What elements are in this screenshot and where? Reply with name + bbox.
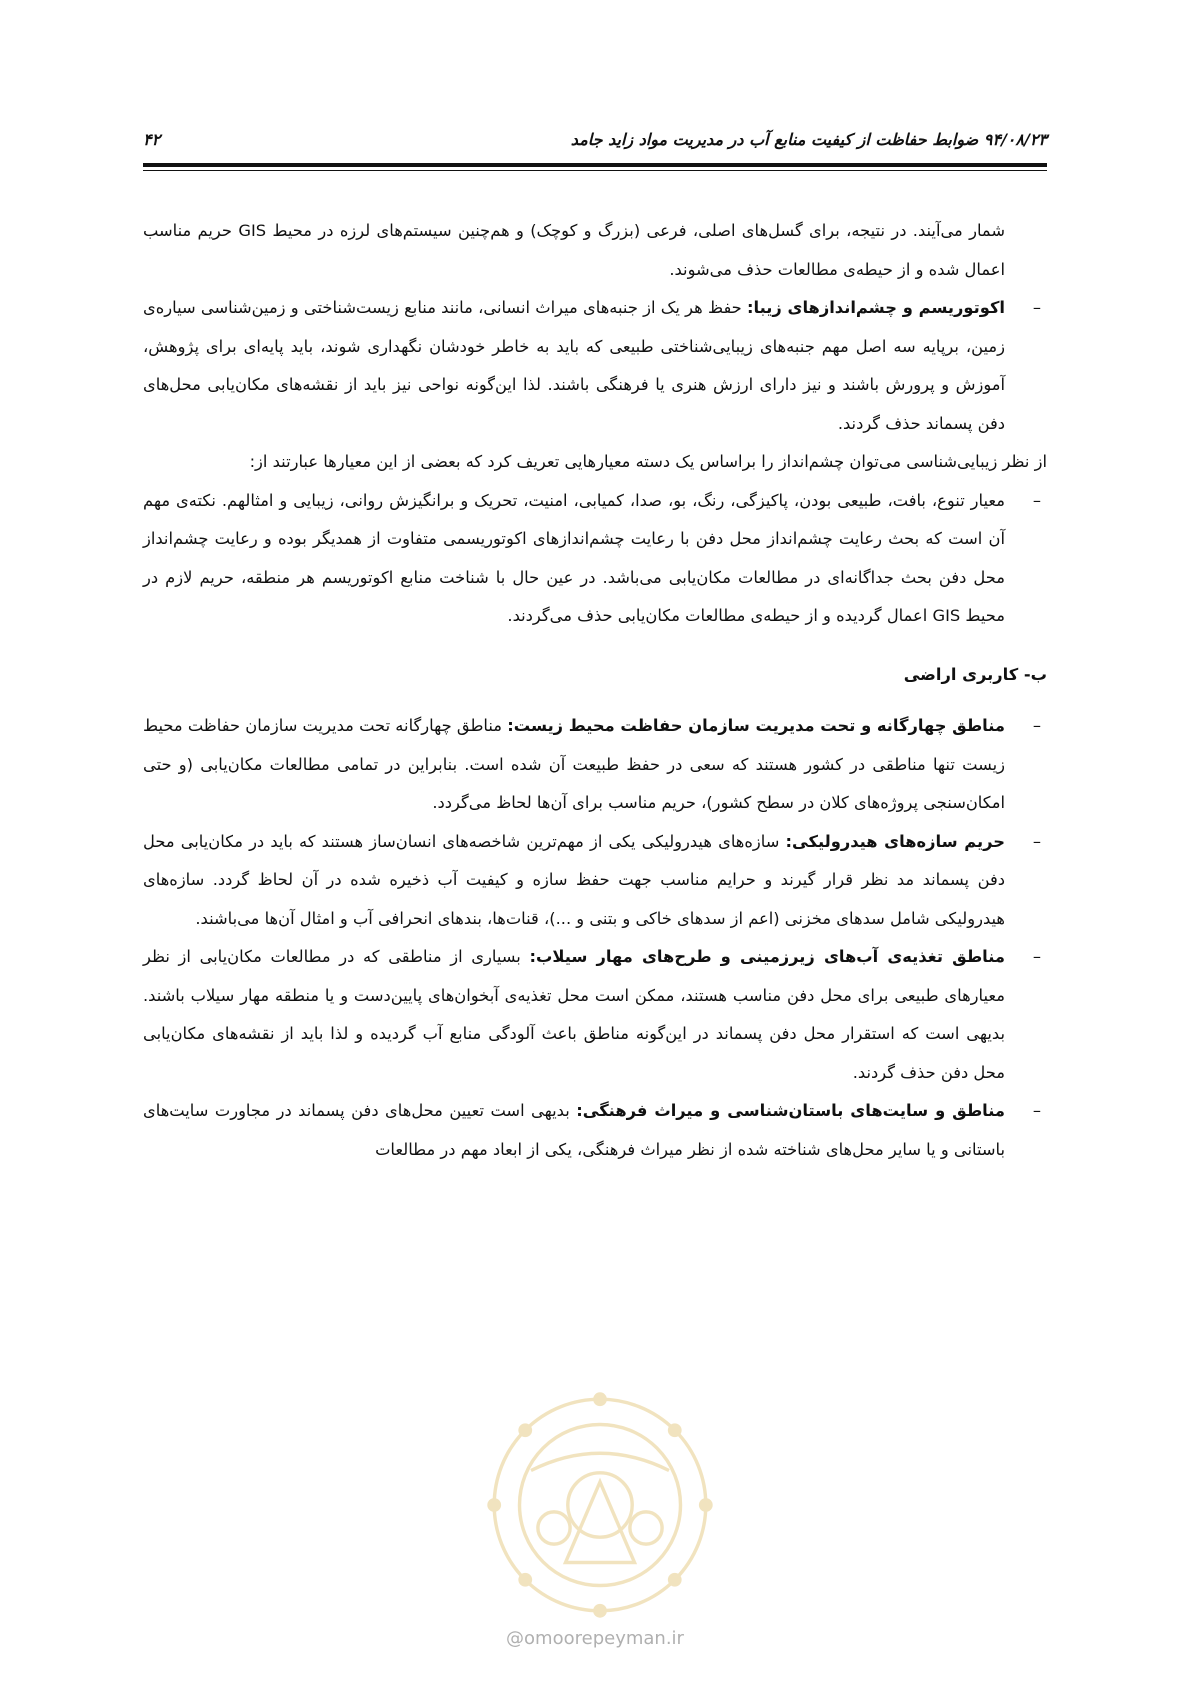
bullet-term: مناطق تغذیه‌ی آب‌های زیرزمینی و طرح‌های مهار سیلاب:	[529, 947, 1005, 966]
bullet-text: سازه‌های هیدرولیکی یکی از مهم‌ترین شاخصه‌های انسان‌ساز هستند که باید در مکان‌یابی محل دفن پسماند مد نظر قرار گیرند و حرایم مناسب جهت حفظ سازه و کیفیت آب ذخیره شده در آن لحاظ گردد. سازه‌های هیدرولیکی شامل سدهای مخزنی (اعم از سدهای خاکی و بتنی و ...)، قنات‌ها، بندهای انحرافی آب و امثال آن‌ها می‌باشند.	[143, 831, 1005, 928]
page-body	[143, 212, 1047, 1169]
section-heading: ب- کاربری اراضی	[903, 664, 1047, 684]
bullet-criteria	[143, 482, 1047, 636]
bullet-dash: –	[1032, 298, 1041, 317]
bullet-text: معیار تنوع، بافت، طبیعی بودن، پاکیزگی، رنگ، بو، صدا، کمیابی، امنیت، تحریک و برانگیزش روانی، زیبایی و امثالهم. نکته‌ی مهم آن است که بحث رعایت چشم‌انداز محل دفن با رعایت چشم‌اندازهای اکوتوریسمی متفاوت از همدیگر بوده و رعایت چشم‌انداز محل دفن بحث جداگانه‌ای در مطالعات مکان‌یابی می‌باشد. در عین حال با شناخت منابع اکوتوریسم هر منطقه، حریم لازم در محیط GIS اعمال گردیده و از حیطه‌ی مطالعات مکان‌یابی حذف می‌گردند.	[143, 490, 1005, 625]
bullet-text: مناطق چهارگانه تحت مدیریت سازمان حفاظت محیط زیست تنها مناطقی در کشور هستند که سعی در حفظ طبیعت آن شده است. بنابراین در تمامی مطالعات مکان‌یابی (و حتی امکان‌سنجی پروژه‌های کلان در سطح کشور)، حریم مناسب برای آن‌ها لحاظ می‌گردد.	[143, 716, 1005, 812]
bullet-dash: –	[1032, 490, 1041, 510]
bullet-term: مناطق و سایت‌های باستان‌شناسی و میراث فرهنگی:	[576, 1101, 1005, 1120]
bullet-item	[143, 938, 1047, 1092]
continuation-text: شمار می‌آیند. در نتیجه، برای گسل‌های اصلی، فرعی (بزرگ و کوچک) و هم‌چنین سیستم‌های لرزه در محیط GIS حریم مناسب اعمال شده و از حیطه‌ی مطالعات حذف می‌شوند.	[143, 221, 1005, 279]
header-rule-thick	[143, 163, 1047, 167]
bullet-item	[143, 707, 1047, 823]
bullet-term: اکوتوریسم و چشم‌اندازهای زیبا:	[747, 298, 1005, 317]
page-number: ۴۲	[143, 130, 161, 149]
bullet-dash: –	[1032, 1101, 1041, 1120]
bullet-text: حفظ هر یک از جنبه‌های میراث انسانی، مانند منابع زیست‌شناختی و زمین‌شناسی سیاره‌ی زمین، برپایه سه اصل مهم جنبه‌های زیبایی‌شناختی طبیعی که باید به خاطر خودشان نگهداری شوند، باید پایه‌ای برای پژوهش، آموزش و پرورش باشند و نیز دارای ارزش هنری یا فرهنگی باشند. لذا این‌گونه نواحی نیز باید از نقشه‌های مکان‌یابی محل‌های دفن پسماند حذف گردند.	[143, 298, 1005, 433]
bullet-dash: –	[1032, 716, 1041, 735]
page-header	[143, 126, 1047, 156]
bullet-term: حریم سازه‌های هیدرولیکی:	[785, 831, 1005, 851]
continuation-paragraph	[143, 212, 1047, 289]
bullet-item	[143, 823, 1047, 939]
bullet-item	[143, 1092, 1047, 1169]
header-rule-thin	[143, 170, 1047, 171]
bullet-dash: –	[1032, 947, 1041, 966]
bullet-text: بدیهی است تعیین محل‌های دفن پسماند در مجاورت سایت‌های باستانی و یا سایر محل‌های شناخته شده از نظر میراث فرهنگی، یکی از ابعاد مهم در مطالعات	[143, 1101, 1005, 1159]
bullet-ecotourism	[143, 289, 1047, 443]
bullet-term: مناطق چهارگانه و تحت مدیریت سازمان حفاظت محیط زیست:	[507, 716, 1005, 735]
watermark-seal-icon	[485, 1390, 715, 1620]
bullet-text: بسیاری از مناطقی که در مطالعات مکان‌یابی از نظر معیارهای طبیعی برای محل دفن مناسب هستند، ممکن است محل تغذیه‌ی آبخوان‌های پایین‌دست و یا منطقه مهار سیلاب باشند. بدیهی است که استقرار محل دفن پسماند در این‌گونه مناطق باعث آلودگی منابع آب گردیده و لذا باید از نقشه‌های مکان‌یابی محل دفن حذف گردند.	[143, 947, 1005, 1082]
running-title: ۹۴/۰۸/۲۳ ضوابط حفاظت از کیفیت منابع آب در مدیریت مواد زاید جامد	[570, 130, 1047, 149]
watermark-website: @omoorepeyman.ir	[506, 1628, 684, 1649]
bullet-dash: –	[1032, 831, 1041, 851]
criteria-intro: از نظر زیبایی‌شناسی می‌توان چشم‌انداز را براساس یک دسته معیارهایی تعریف کرد که بعضی از این معیارها عبارتند از:	[249, 452, 1047, 471]
